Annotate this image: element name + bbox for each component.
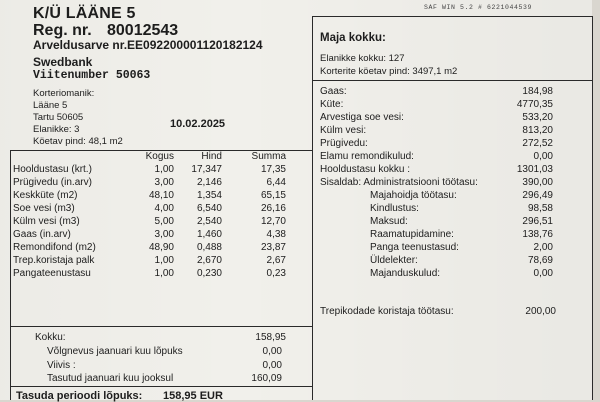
association-name: K/Ü LÄÄNE 5 [33,5,136,22]
bank-name: Swedbank [33,55,93,69]
house-item-label: Kindlustus: [370,203,419,214]
amount-due-label: Tasuda perioodi lõpuks: [16,390,143,402]
house-item-label: Hooldustasu kokku : [320,164,411,175]
charge-sum: 4,38 [266,229,286,240]
house-item-value: 98,58 [527,203,553,214]
house-item-label: Maksud: [370,216,408,227]
house-item-value: 813,20 [522,125,553,136]
charge-price: 1,354 [196,190,222,201]
late-fee-value: 0,00 [262,360,282,371]
total-value: 158,95 [255,332,286,343]
charge-sum: 12,70 [260,216,286,227]
bank-account: Arveldusarve nr.EE092200001120182124 [33,38,263,52]
house-item-label: Sisaldab: Administratsiooni töötasu: [320,177,478,188]
apartment-residents: Elanikke: 3 [33,124,80,135]
charge-sum: 6,44 [266,177,286,188]
charge-price: 2,540 [196,216,222,227]
charge-name: Külm vesi (m3) [13,216,80,227]
apartment-area: Köetav pind: 48,1 m2 [33,136,123,147]
totals-bottom-rule [10,386,312,387]
house-item-value: 533,20 [522,112,553,123]
charge-price: 0,230 [196,268,222,279]
charge-price: 6,540 [196,203,222,214]
charge-qty: 4,00 [154,203,174,214]
right-border [592,16,593,400]
software-stamp: SAF WIN 5.2 # 6221044539 [424,4,533,11]
charge-sum: 26,16 [260,203,286,214]
house-item-value: 184,98 [522,86,553,97]
charge-qty: 3,00 [154,229,174,240]
house-item-value: 0,00 [533,151,553,162]
charge-qty: 1,00 [154,164,174,175]
house-item-label: Majanduskulud: [370,268,441,279]
charge-qty: 48,90 [148,242,174,253]
col-header-qty: Kogus [145,151,174,162]
col-header-price: Hind [201,151,222,162]
house-item-label: Üldelekter: [370,255,418,266]
charge-price: 2,670 [196,255,222,266]
stair-cleaner-label: Trepikodade koristaja töötasu: [320,306,454,317]
charge-sum: 23,87 [260,242,286,253]
charge-name: Soe vesi (m3) [13,203,75,214]
house-item-value: 1301,03 [516,164,553,175]
amount-due-value: 158,95 EUR [163,390,223,402]
house-item-label: Elamu remondikulud: [320,151,414,162]
charge-name: Hooldustasu (krt.) [13,164,92,175]
col-header-sum: Summa [251,151,286,162]
charge-name: Pangateenustasu [13,268,91,279]
paid-value: 160,09 [251,373,282,384]
house-item-label: Külm vesi: [320,125,367,136]
house-item-value: 272,52 [522,138,553,149]
registry-number: 80012543 [107,22,179,39]
house-title: Maja kokku: [320,32,386,44]
house-item-value: 0,00 [533,268,553,279]
house-header-rule [312,80,592,81]
house-item-value: 296,49 [522,190,553,201]
charge-name: Remondifond (m2) [13,242,96,253]
charge-name: Keskküte (m2) [13,190,78,201]
late-fee-label: Viivis : [47,360,76,371]
invoice-date: 10.02.2025 [170,118,226,130]
charge-price: 17,347 [191,164,222,175]
charge-sum: 17,35 [260,164,286,175]
house-item-label: Panga teenustasud: [370,242,459,253]
charge-name: Trep.koristaja palk [13,255,95,266]
charge-price: 1,460 [196,229,222,240]
total-label: Kokku: [35,332,66,343]
left-border [10,150,11,400]
charge-qty: 48,10 [148,190,174,201]
house-top-rule [312,16,592,17]
house-item-label: Majahoidja töötasu: [370,190,457,201]
house-residents: Elanikke kokku: 127 [320,53,405,64]
center-divider [312,16,313,400]
charge-qty: 3,00 [154,177,174,188]
charge-sum: 65,15 [260,190,286,201]
table-bottom-rule [10,326,312,327]
house-item-value: 390,00 [522,177,553,188]
house-item-value: 4770,35 [516,99,553,110]
charge-price: 0,488 [196,242,222,253]
charge-name: Prügivedu (in.arv) [13,177,92,188]
debt-label: Võlgnevus jaanuari kuu lõpuks [47,346,183,357]
stair-cleaner-value: 200,00 [525,306,556,317]
registry-label: Reg. nr. [33,22,92,39]
address-line-1: Lääne 5 [33,100,68,111]
house-item-label: Prügivedu: [320,138,368,149]
charge-sum: 0,23 [266,268,286,279]
house-item-label: Raamatupidamine: [370,229,454,240]
house-item-value: 138,76 [522,229,553,240]
house-area: Korterite köetav pind: 3497,1 m2 [320,66,458,77]
charge-qty: 1,00 [154,268,174,279]
house-item-value: 78,69 [527,255,553,266]
house-item-value: 2,00 [533,242,553,253]
paid-label: Tasutud jaanuari kuu jooksul [47,373,174,384]
house-item-label: Arvestiga soe vesi: [320,112,404,123]
reference-number: Viitenumber 50063 [33,69,151,82]
charge-qty: 1,00 [154,255,174,266]
house-item-value: 296,51 [522,216,553,227]
debt-value: 0,00 [262,346,282,357]
charge-qty: 5,00 [154,216,174,227]
owner-label: Korteriomanik: [33,88,95,99]
charge-name: Gaas (in.arv) [13,229,71,240]
address-line-2: Tartu 50605 [33,112,84,123]
house-item-label: Küte: [320,99,344,110]
charge-sum: 2,67 [266,255,286,266]
charge-price: 2,146 [196,177,222,188]
house-item-label: Gaas: [320,86,347,97]
